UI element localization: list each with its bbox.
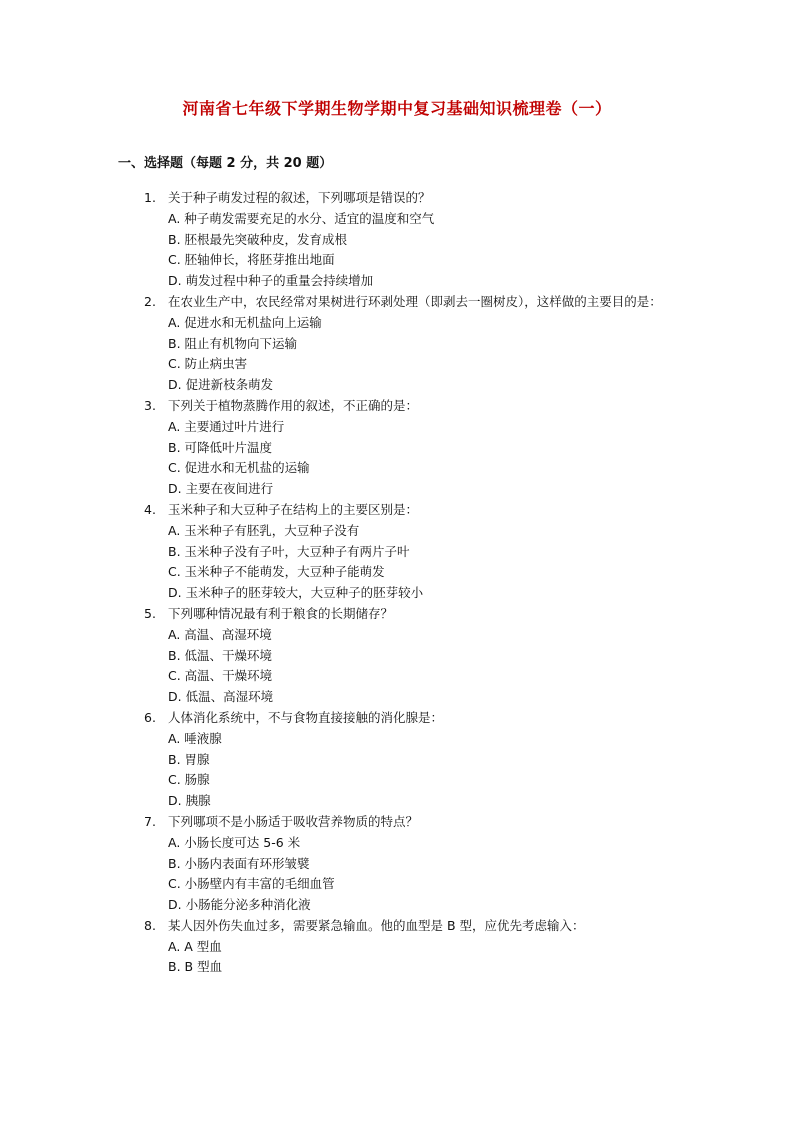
question-number: 6.	[144, 709, 156, 725]
question-item	[144, 188, 684, 292]
question-stem	[144, 188, 684, 209]
answer-option: D. 促进新枝条萌发	[168, 377, 274, 393]
question-item	[144, 812, 684, 916]
question-item	[144, 916, 684, 978]
question-number: 2.	[144, 293, 156, 309]
answer-option: C. 玉米种子不能萌发，大豆种子能萌发	[168, 564, 385, 580]
answer-option: C. 高温、干燥环境	[168, 668, 273, 684]
question-number: 8.	[144, 917, 156, 933]
question-stem	[144, 916, 684, 937]
answer-option: C. 小肠壁内有丰富的毛细血管	[168, 876, 335, 892]
answer-option: A. A 型血	[168, 938, 222, 954]
answer-option: B. 玉米种子没有子叶，大豆种子有两片子叶	[168, 543, 410, 559]
answer-option: C. 促进水和无机盐的运输	[168, 460, 310, 476]
answer-option: A. 促进水和无机盐向上运输	[168, 314, 322, 330]
answer-option: C. 肠腺	[168, 772, 210, 788]
answer-option: A. 种子萌发需要充足的水分、适宜的温度和空气	[168, 210, 435, 226]
answer-option: B. 可降低叶片温度	[168, 439, 273, 455]
question-stem	[144, 292, 684, 313]
question-number: 7.	[144, 813, 156, 829]
question-number: 1.	[144, 190, 156, 205]
answer-option: D. 主要在夜间进行	[168, 481, 274, 497]
question-stem	[144, 708, 684, 729]
answer-option: D. 玉米种子的胚芽较大，大豆种子的胚芽较小	[168, 585, 424, 601]
answer-option: D. 低温、高湿环境	[168, 689, 274, 705]
question-text: 下列关于植物蒸腾作用的叙述，不正确的是：	[168, 397, 419, 413]
question-stem	[144, 500, 684, 521]
question-text: 关于种子萌发过程的叙述，下列哪项是错误的？	[168, 190, 431, 205]
question-list	[144, 188, 684, 978]
question-item	[144, 604, 684, 708]
answer-option: A. 玉米种子有胚乳，大豆种子没有	[168, 522, 360, 538]
answer-option: B. 胃腺	[168, 751, 210, 767]
question-text: 玉米种子和大豆种子在结构上的主要区别是：	[168, 501, 419, 517]
answer-option: C. 防止病虫害	[168, 356, 248, 372]
question-item	[144, 292, 684, 396]
question-stem	[144, 396, 684, 417]
answer-option: B. 胚根最先突破种皮，发育成根	[168, 231, 348, 247]
question-text: 下列哪项不是小肠适于吸收营养物质的特点？	[168, 813, 419, 829]
answer-option: A. 唾液腺	[168, 730, 222, 746]
answer-option: D. 胰腺	[168, 793, 211, 809]
answer-option: D. 小肠能分泌多种消化液	[168, 897, 311, 913]
question-text: 下列哪种情况最有利于粮食的长期储存？	[168, 605, 394, 621]
answer-option: A. 小肠长度可达 5-6 米	[168, 834, 301, 850]
answer-option: B. B 型血	[168, 959, 223, 975]
question-number: 5.	[144, 605, 156, 621]
answer-option: B. 小肠内表面有环形皱襞	[168, 855, 310, 871]
question-text: 某人因外伤失血过多，需要紧急输血。他的血型是 B 型，应优先考虑输入：	[168, 917, 585, 933]
question-item	[144, 500, 684, 604]
answer-option: A. 高温、高湿环境	[168, 626, 272, 642]
question-text: 人体消化系统中，不与食物直接接触的消化腺是：	[168, 709, 444, 725]
answer-option: D. 萌发过程中种子的重量会持续增加	[168, 273, 374, 289]
question-stem	[144, 604, 684, 625]
question-item	[144, 708, 684, 812]
page-title: 河南省七年级下学期生物学期中复习基础知识梳理卷（一）	[182, 99, 612, 118]
question-number: 4.	[144, 501, 156, 517]
answer-option: C. 胚轴伸长，将胚芽推出地面	[168, 252, 335, 268]
answer-option: A. 主要通过叶片进行	[168, 418, 285, 434]
question-stem	[144, 812, 684, 833]
question-number: 3.	[144, 397, 156, 413]
section-heading: 一、选择题（每题 2 分，共 20 题）	[118, 156, 333, 171]
answer-option: B. 阻止有机物向下运输	[168, 335, 298, 351]
question-text: 在农业生产中，农民经常对果树进行环剥处理（即剥去一圈树皮），这样做的主要目的是：	[168, 293, 662, 309]
answer-option: B. 低温、干燥环境	[168, 647, 273, 663]
question-item	[144, 396, 684, 500]
